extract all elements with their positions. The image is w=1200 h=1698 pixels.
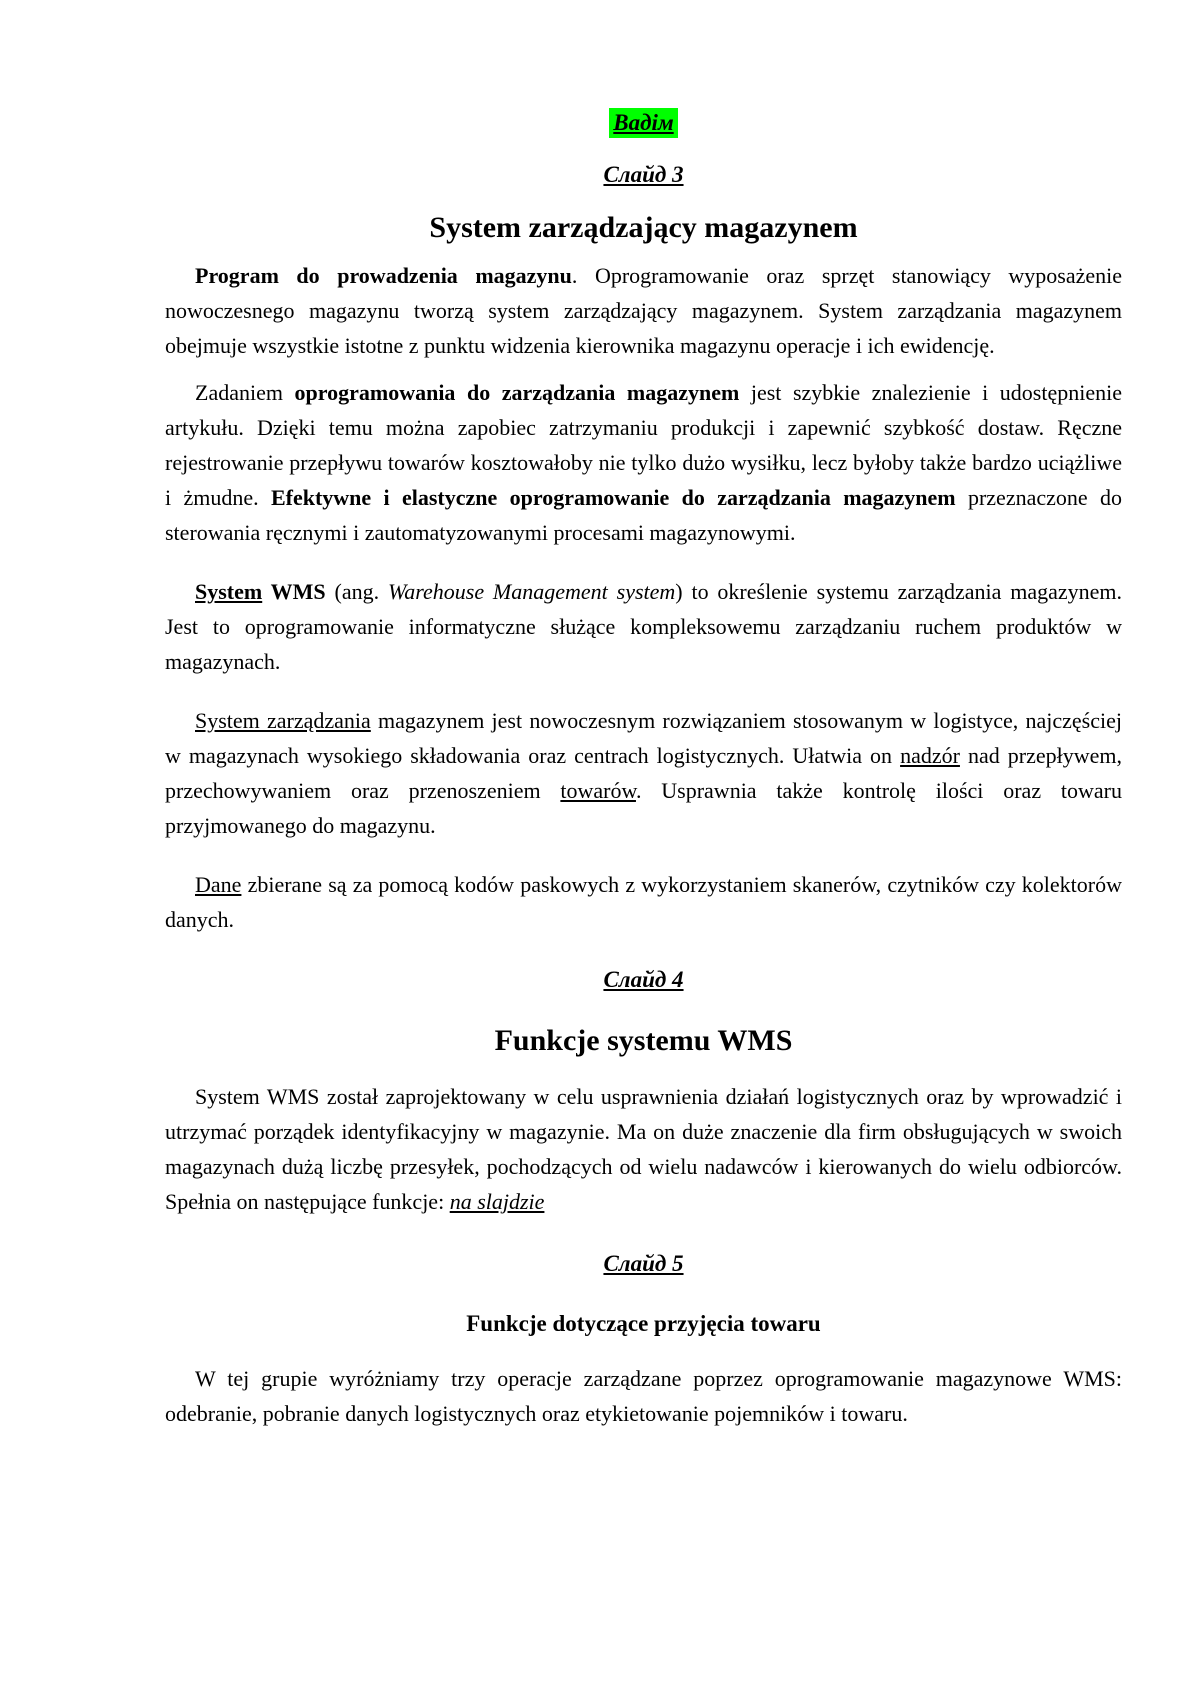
text-run: przeznaczone do sterowania ręcznymi i zautomatyzowanymi procesami magazynowymi. <box>165 485 1122 545</box>
link-nadzor[interactable]: nadzór <box>900 743 960 768</box>
link-system[interactable]: System <box>195 579 263 604</box>
bold-phrase: Program do prowadzenia magazynu <box>195 263 572 288</box>
slide-5-subtitle: Funkcje dotyczące przyjęcia towaru <box>466 1311 821 1336</box>
slide-3-title: System zarządzający magazynem <box>429 211 858 244</box>
slide-3-label: Слайд 3 <box>603 162 684 187</box>
slide-5-heading <box>165 1249 1122 1279</box>
paragraph-system-zarzadzania <box>165 703 1122 843</box>
name-line <box>165 108 1122 138</box>
bold-phrase: WMS <box>262 579 326 604</box>
text-run: . Oprogramowanie oraz sprzęt stanowiący wyposażenie nowoczesnego magazynu tworzą system zarządzający magazynem. System zarządzania magazynem obejmuje wszystkie istotne z punktu widzenia kierownika magazynu operacje i ich ewidencję. <box>165 263 1123 358</box>
text-run: W tej grupie wyróżniamy trzy operacje zarządzane poprzez oprogramowanie magazynowe WMS: odebranie, pobranie danych logistycznych oraz etykietowanie pojemników i towaru. <box>165 1366 1122 1426</box>
italic-phrase: Warehouse Management system <box>387 579 676 604</box>
link-system-zarzadzania[interactable]: System zarządzania <box>195 708 371 733</box>
paragraph-program <box>165 258 1122 363</box>
paragraph-system-wms <box>165 574 1122 679</box>
highlighted-name: Вадім <box>609 108 677 138</box>
bold-phrase: oprogramowania do zarządzania magazynem <box>294 380 740 405</box>
slide-4-heading <box>165 965 1122 995</box>
link-towarow[interactable]: towarów <box>560 778 636 803</box>
text-run: Zadaniem <box>195 380 295 405</box>
slide-3-heading <box>165 160 1122 190</box>
text-run: jest szybkie znalezienie i udostępnienie artykułu. Dzięki temu można zapobiec zatrzymaniu produkcji i zapewnić szybkość dostaw. Ręczne rejestrowanie przepływu towarów kosztowałoby nie tylko dużo wysiłku, lecz byłoby także bardzo uciążliwe i żmudne. <box>165 380 1122 510</box>
text-run: zbierane są za pomocą kodów paskowych z wykorzystaniem skanerów, czytników czy kolektorów danych. <box>165 872 1122 932</box>
text-run: magazynem jest nowoczesnym rozwiązaniem stosowanym w logistyce, najczęściej w magazynach wysokiego składowania oraz centrach logistycznych. Ułatwia on <box>165 708 1122 768</box>
slide-5-label: Слайд 5 <box>603 1251 684 1276</box>
text-run: . Usprawnia także kontrolę ilości oraz towaru przyjmowanego do magazynu. <box>165 778 1122 838</box>
slide-4-title: Funkcje systemu WMS <box>494 1024 793 1057</box>
slide-4-label: Слайд 4 <box>603 967 684 992</box>
bold-phrase: Efektywne i elastyczne oprogramowanie do zarządzania magazynem <box>270 485 956 510</box>
document-content <box>165 108 1122 1431</box>
text-run: ) to określenie systemu zarządzania magazynem. Jest to oprogramowanie informatyczne służące kompleksowemu zarządzaniu ruchem produktów w magazynach. <box>165 579 1123 674</box>
text-run: (ang. <box>325 579 388 604</box>
paragraph-funkcje-wms <box>165 1079 1122 1219</box>
paragraph-dane <box>165 867 1122 937</box>
link-na-slajdzie[interactable]: na slajdzie <box>449 1189 545 1214</box>
paragraph-przyjecie <box>165 1361 1122 1431</box>
paragraph-zadaniem <box>165 375 1122 550</box>
text-run: nad przepływem, przechowywaniem oraz przenoszeniem <box>165 743 1122 803</box>
text-run: System WMS został zaprojektowany w celu usprawnienia działań logistycznych oraz by wprowadzić i utrzymać porządek identyfikacyjny w magazynie. Ma on duże znaczenie dla firm obsługujących w swoich magazynach dużą liczbę przesyłek, pochodzących od wielu nadawców i kierowanych do wielu odbiorców. Spełnia on następujące funkcje: <box>165 1084 1122 1214</box>
link-dane[interactable]: Dane <box>195 872 242 897</box>
